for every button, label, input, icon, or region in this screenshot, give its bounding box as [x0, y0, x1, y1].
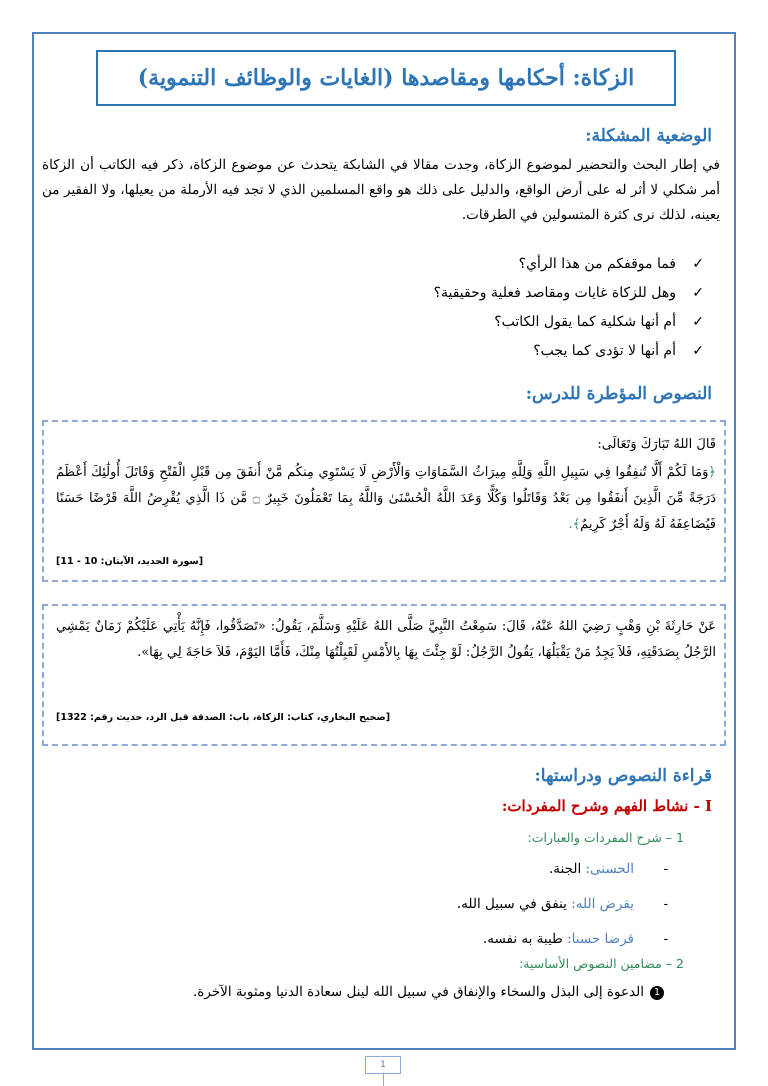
page-number-connector — [383, 1074, 384, 1086]
list-item: -قرضا حسنا: طيبة به نفسه. — [482, 931, 668, 947]
quran-reference: [سورة الحديد، الآيتان: 10 - 11] — [56, 556, 204, 567]
hadith-text: عَنْ حَارِثَةَ بْنِ وَهْبٍ رَضِيَ اللهُ عَنْهُ، قَالَ: سَمِعْتُ النَّبِيَّ صَلَّى اللهُ عَلَيْهِ وَسَلَّمَ، يَقُولُ: «تَصَدَّقُوا، فَإِنَّهُ يَأْتِي عَلَيْكُمْ زَمَانٌ يَمْشِي الرَّجُلُ بِصَدَقَتِهِ، فَلاَ يَجِدُ مَنْ يَقْبَلُهَا، يَقُولُ الرَّجُلُ: لَوْ جِئْتَ بِهَا بِالأَمْسِ لَقَبِلْتُهَا مِنْكَ، فَأَمَّا اليَوْمَ، فَلاَ حَاجَةَ لِي بِهَا». — [56, 619, 716, 660]
problem-paragraph: في إطار البحث والتحضير لموضوع الزكاة، وجدت مقالا في الشابكة يتحدث عن موضوع الزكاة، ذكر فيه الكاتب أن الزكاة أمر شكلي لا أثر له على أرض الواقع، والدليل على ذلك هو واقع المسلمين الذي لا تجد فيه الأرملة من يعيلها، ولا الفقير من يعينه، لذلك نرى كثرة المتسولين في الطرقات. — [42, 157, 720, 223]
list-item: -الحسنى: الجنة. — [549, 861, 668, 877]
page-title: الزكاة: أحكامها ومقاصدها (الغايات والوظائف التنموية) — [96, 50, 676, 106]
checkmark-icon: ✓ — [692, 343, 704, 359]
list-item: ✓فما موقفكم من هذا الرأي؟ — [64, 250, 704, 279]
page-number: 1 — [365, 1056, 401, 1074]
vocab-heading: 1 – شرح المفردات والعبارات: — [527, 830, 684, 845]
activity-heading: I - نشاط الفهم وشرح المفردات: — [501, 797, 712, 815]
content-item: 1الدعوة إلى البذل والسخاء والإنفاق في سبيل الله لينل سعادة الدنيا ومثوبة الآخرة. — [193, 984, 664, 1000]
list-item: ✓وهل للزكاة غايات ومقاصد فعلية وحقيقية؟ — [64, 279, 704, 308]
checkmark-icon: ✓ — [692, 314, 704, 330]
texts-heading: النصوص المؤطرة للدرس: — [525, 384, 712, 404]
list-item: ✓أم أنها شكلية كما يقول الكاتب؟ — [64, 308, 704, 337]
hadith-reference: [صحيح البخاري، كتاب: الزكاة، باب: الصدقة قبل الرد، حديث رقم: 1322] — [56, 712, 391, 723]
quran-text: ﴿وَمَا لَكُمْ أَلَّا تُنفِقُوا فِي سَبِيلِ اللَّهِ وَلِلَّهِ مِيرَاثُ السَّمَاوَاتِ وَالْأَرْضِ لَا يَسْتَوِي مِنكُم مَّنْ أَنفَقَ مِن قَبْلِ الْفَتْحِ وَقَاتَلَ أُولَٰئِكَ أَعْظَمُ دَرَجَةً مِّنَ الَّذِينَ أَنفَقُوا مِن بَعْدُ وَقَاتَلُوا وَكُلًّا وَعَدَ اللَّهُ الْحُسْنَىٰ وَاللَّهُ بِمَا تَعْمَلُونَ خَبِيرٌ ۝ مَّن ذَا الَّذِي يُقْرِضُ اللَّهَ قَرْضًا حَسَنًا فَيُضَاعِفَهُ لَهُ وَلَهُ أَجْرٌ كَرِيمٌ﴾. — [56, 465, 716, 532]
checkmark-icon: ✓ — [692, 256, 704, 272]
quran-intro: قَالَ اللهُ تَبَارَكَ وَتَعَالَى: — [597, 437, 716, 452]
list-item: -يقرض الله: ينفق في سبيل الله. — [456, 896, 668, 912]
problem-heading: الوضعية المشكلة: — [585, 126, 712, 146]
vocab-list — [457, 852, 668, 957]
contents-heading: 2 – مضامين النصوص الأساسية: — [519, 956, 684, 971]
question-list — [64, 250, 704, 366]
checkmark-icon: ✓ — [692, 285, 704, 301]
reading-heading: قراءة النصوص ودراستها: — [534, 766, 712, 786]
list-item: ✓أم أنها لا تؤدى كما يجب؟ — [64, 337, 704, 366]
numbered-bullet-icon: 1 — [650, 986, 664, 1000]
